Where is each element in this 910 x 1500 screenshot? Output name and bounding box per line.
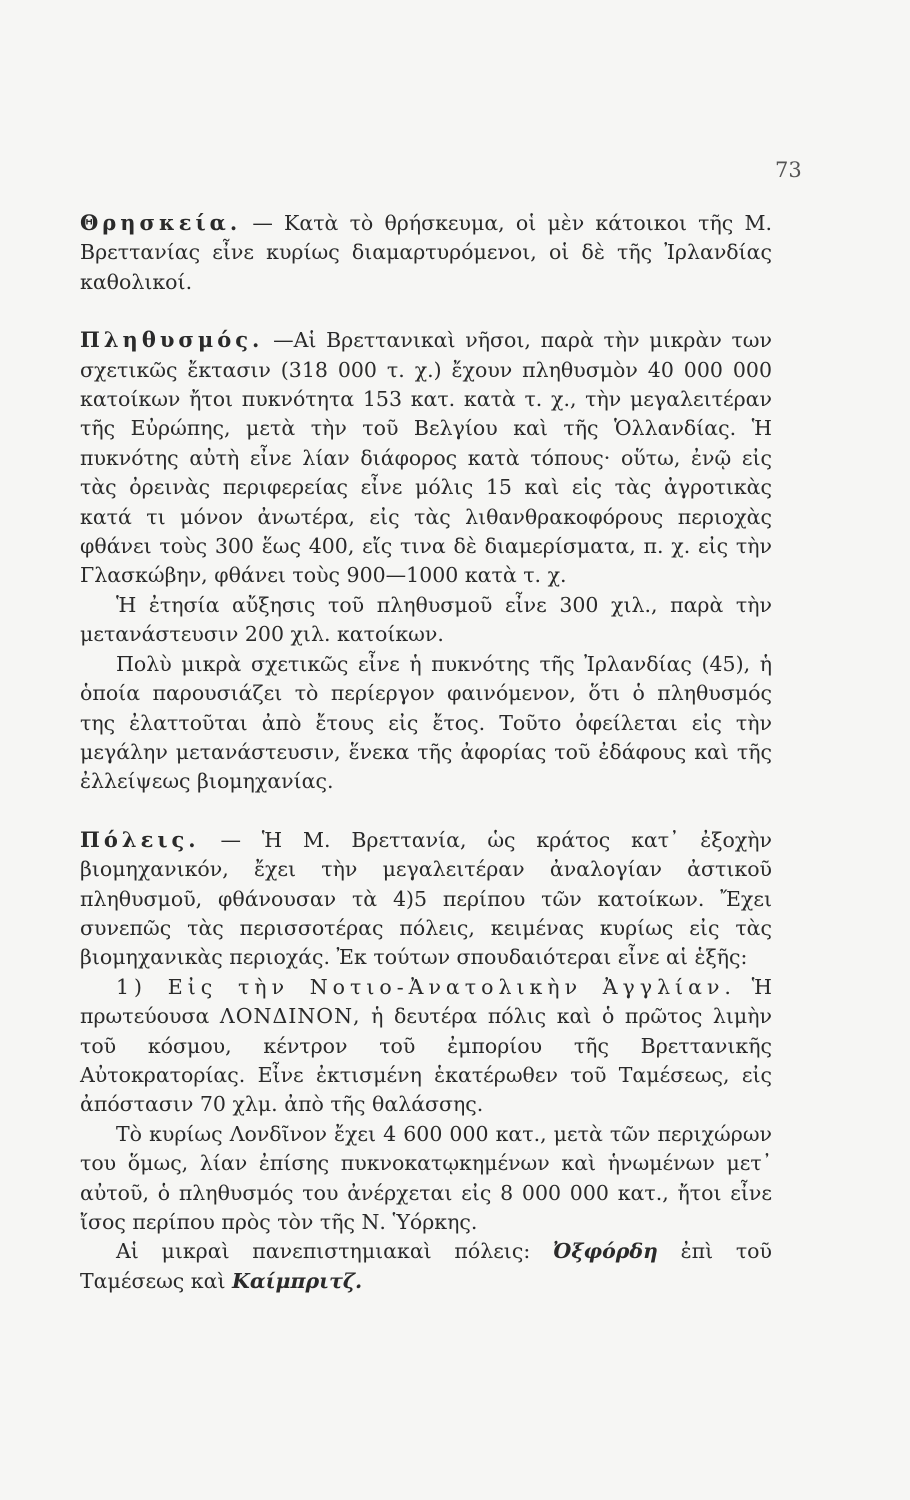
population-heading: Πληθυσμός. bbox=[80, 327, 264, 353]
cities-paragraph-4 bbox=[80, 1237, 772, 1296]
religion-heading: Θρησκεία. bbox=[80, 210, 242, 235]
oxford-name: Ὀξφόρδη bbox=[552, 1239, 658, 1264]
population-text-1: —Αἱ Βρεττανικαὶ νῆσοι, παρὰ τὴν μικρὰν των σχετικῶς ἔκτασιν (318 000 τ. χ.) ἔχουν πληθυσμὸν 40 000 000 κατοίκων ἤτοι πυκνότητα 153 κατ. κατὰ τ. χ., τὴν μεγαλειτέραν τῆς Εὐρώπης, μετὰ τὴν τοῦ Βελγίου καὶ τῆς Ὁλλανδίας. Ἡ πυκνότης αὐτὴ εἶνε λίαν διάφορος κατὰ τόπους· οὕτω, ἐνῷ εἰς τὰς ὀρεινὰς περιφερείας εἶνε μόλις 15 καὶ εἰς τὰς ἀγροτικὰς κατά τι μόνον ἀνωτέρα, εἰς τὰς λιθανθρακοφόρους περιοχὰς φθάνει τοὺς 300 ἕως 400, εἴς τινα δὲ διαμερίσματα, π. χ. εἰς τὴν Γλασκώβην, φθάνει τοὺς 900—1000 κατὰ τ. χ. bbox=[80, 328, 772, 588]
cities-paragraph-3: Τὸ κυρίως Λονδῖνον ἔχει 4 600 000 κατ., μετὰ τῶν περιχώρων του ὅμως, λίαν ἐπίσης πυκνοκατῳκημένων καὶ ἡνωμένων μετ᾽ αὐτοῦ, ὁ πληθυσμός του ἀνέρχεται εἰς 8 000 000 κατ., ἤτοι εἶνε ἴσος περίπου πρὸς τὸν τῆς Ν. Ὑόρκης. bbox=[80, 1121, 772, 1234]
item-1-text-b: ἡ δευτέρα πόλις καὶ ὁ πρῶτος λιμὴν τοῦ κόσμου, κέντρον τοῦ ἐμπορίου τῆς Βρεττανικῆς Αὐτοκρατορίας. Εἶνε ἐκτισμένη ἑκατέρωθεν τοῦ Ταμέσεως, εἰς ἀπόστασιν 70 χλμ. ἀπὸ τῆς θαλάσσης. bbox=[80, 1004, 772, 1117]
cities-text-1: — Ἡ Μ. Βρεττανία, ὡς κράτος κατ᾽ ἐξοχὴν βιομηχανικόν, ἔχει τὴν μεγαλειτέραν ἀναλογίαν ἀστικοῦ πληθυσμοῦ, φθάνουσαν τὰ 4)5 περίπου τῶν κατοίκων. Ἔχει συνεπῶς τὰς περισσοτέρας πόλεις, κειμένας κυρίως εἰς τὰς βιομηχανικὰς περιοχάς. Ἐκ τούτων σπουδαιότεραι εἶνε αἱ ἑξῆς: bbox=[80, 827, 772, 970]
cities-item-1 bbox=[80, 973, 772, 1120]
population-paragraph-2: Ἡ ἐτησία αὔξησις τοῦ πληθυσμοῦ εἶνε 300 χιλ., παρὰ τὴν μετανάστευσιν 200 χιλ. κατοίκων. bbox=[80, 592, 772, 647]
cities-heading: Πόλεις. bbox=[80, 826, 200, 852]
london-capital: ΛΟΝΔΙΝΟΝ, bbox=[219, 1004, 361, 1029]
item-1-label: 1) Εἰς τὴν Νοτιο-Ἀνατολικὴν Ἀγγλίαν. bbox=[116, 974, 736, 999]
item-1-text-a: Ἡ πρωτεύουσα bbox=[80, 974, 772, 1029]
population-paragraph-3: Πολὺ μικρὰ σχετικῶς εἶνε ἡ πυκνότης τῆς Ἰρλανδίας (45), ἡ ὁποία παρουσιάζει τὸ περίεργον φαινόμενον, ὅτι ὁ πληθυσμός της ἐλαττοῦται ἀπὸ ἔτους εἰς ἔτος. Τοῦτο ὀφείλεται εἰς τὴν μεγάλην μετανάστευσιν, ἕνεκα τῆς ἀφορίας τοῦ ἐδάφους καὶ τῆς ἐλλείψεως βιομηχανίας. bbox=[80, 651, 772, 794]
religion-text: — Κατὰ τὸ θρήσκευμα, οἱ μὲν κάτοικοι τῆς Μ. Βρεττανίας εἶνε κυρίως διαμαρτυρόμενοι, οἱ δὲ τῆς Ἰρλανδίας καθολικοί. bbox=[80, 211, 772, 294]
p4-text-b: ἐπὶ τοῦ Ταμέσεως καὶ bbox=[80, 1239, 772, 1293]
population-paragraph-1 bbox=[80, 325, 772, 591]
page-body bbox=[80, 208, 772, 1296]
cities-paragraph-1 bbox=[80, 825, 772, 973]
page-number: 73 bbox=[775, 158, 802, 182]
religion-paragraph bbox=[80, 208, 772, 297]
cambridge-name: Καίμπριτζ. bbox=[232, 1268, 363, 1293]
p4-text-a: Αἱ μικραὶ πανεπιστημιακαὶ πόλεις: bbox=[116, 1239, 531, 1264]
